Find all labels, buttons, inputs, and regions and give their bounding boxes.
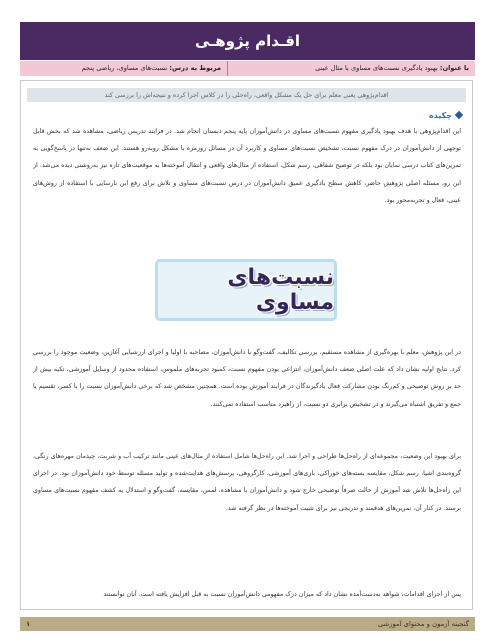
footer-source: گنجینه آزمون و محتوای آموزشی [377,620,469,628]
page-title [20,22,475,60]
page-footer [20,617,475,631]
subject-label: با عنوان: [439,64,469,72]
abstract-paragraph-4: پس از اجرای اقدامات، شواهد به‌دست‌آمده نشان داد که میزان درک مفهومی دانش‌آموزان نسبت به قبل افزایش یافته است. آنان توانستند [103,591,461,598]
related-lesson-text: نسبت‌های مساوی، ریاضی پنجم [81,64,168,72]
page-number: ۱ [26,620,31,628]
abstract-paragraph-2: در این پژوهش، معلم با بهره‌گیری از مشاهده مستقیم، بررسی تکالیف، گفت‌وگو با دانش‌آموزان، مصاحبه با اولیا و اجرای ارزشیابی آغازین، وضعیت موجود را بررسی کرد. نتایج اولیه نشان داد که علت اصلی ضعف دانش‌آموزان، انتزاعی بودن مفهوم نسبت، کمبود تجربه‌های ملموس، استفاده محدود از وسایل آموزشی، تکیه بیش از حد بر روش توضیحی و کم‌رنگ بودن مشارکت فعال یادگیرندگان در فرایند آموزش بوده است. همچنین مشخص شد که برخی دانش‌آموزان نسبت را با کسر، تقسیم یا جمع و تفریق اشتباه می‌گیرند و در تشخیص برابری دو نسبت، از راهبرد مناسب استفاده نمی‌کنند. [33,349,461,408]
content-box [20,80,473,610]
abstract-paragraph-1: این اقدام‌پژوهی با هدف بهبود یادگیری مفهوم نسبت‌های مساوی در دانش‌آموزان پایه پنجم دبستان انجام شد. در فرایند تدریس ریاضی، مشاهده شد که بخش قابل توجهی از دانش‌آموزان در درک مفهوم نسبت، تشخیص نسبت‌های مساوی و کاربرد آن در مسائل روزمره با مشکل روبه‌رو هستند. این ضعف نه‌تنها در پاسخ‌گویی به تمرین‌های کتاب درسی نمایان بود بلکه در توضیح شفاهی، رسم شکل، استفاده از مثال‌های واقعی و انتقال آموخته‌ها به موقعیت‌های تازه نیز به‌روشنی دیده می‌شد. از این رو، مسئله اصلی پژوهش حاضر، کاهش سطح یادگیری عمیق دانش‌آموزان در درس نسبت‌های مساوی و تلاش برای رفع این نارسایی با استفاده از روش‌های عینی، فعال و تجربه‌محور بود. [33,128,461,204]
related-lesson-label: مربوط به درس: [169,64,221,72]
abstract-heading-text: چکیده [428,110,452,120]
topic-banner-image [155,259,337,321]
page-title-text: اقـدام پژوهـی [194,32,301,50]
subject-row [20,61,475,76]
intro-note: اقدام‌پژوهی یعنی معلم برای حل یک مشکل واقعی، راه‌حلی را در کلاس اجرا کرده و نتیجه‌اش را بررسی کند [27,88,466,102]
subject-cell [227,61,475,76]
abstract-heading [429,109,462,121]
subject-text: بهبود یادگیری نسبت‌های مساوی با مثال عینی [315,64,438,72]
related-lesson-cell [20,61,227,76]
diamond-bullet-icon [455,111,463,119]
abstract-paragraph-3: برای بهبود این وضعیت، مجموعه‌ای از راه‌حل‌ها طراحی و اجرا شد. این راه‌حل‌ها شامل استفاده از مثال‌های عینی مانند ترکیب آب و شربت، چیدمان مهره‌های رنگی، گروه‌بندی اشیا، رسم شکل، مقایسه بسته‌های خوراکی، بازی‌های آموزشی، کارگروهی، پرسش‌های هدایت‌شده و تولید مسئله توسط خود دانش‌آموزان بود. در اجرای این راه‌حل‌ها تلاش شد آموزش از حالت صرفاً توضیحی خارج شود و دانش‌آموزان با مشاهده، لمس، مقایسه، گفت‌وگو و استدلال به کشف مفهوم نسبت‌های مساوی برسند. در کنار آن، تمرین‌های هدفمند و تدریجی نیز برای تثبیت آموخته‌ها در نظر گرفته شد. [33,453,461,512]
banner-title: نسبت‌های مساوی [227,265,334,315]
